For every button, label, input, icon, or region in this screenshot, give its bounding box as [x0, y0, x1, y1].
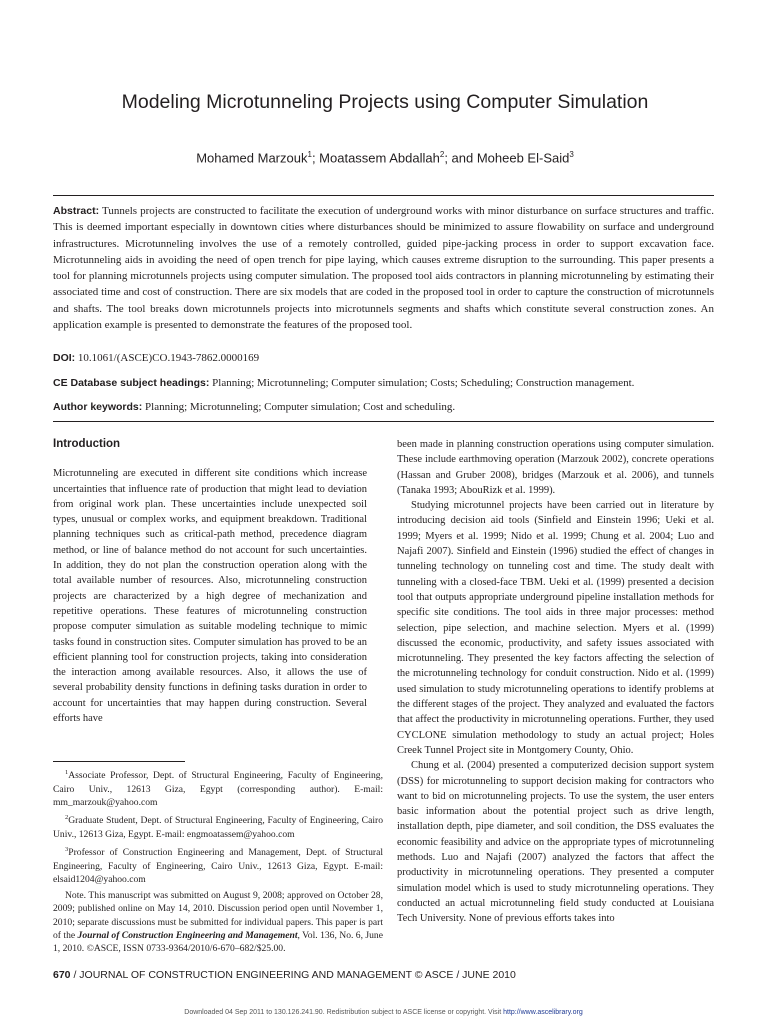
author-1-affil: 1: [307, 150, 312, 159]
download-text: Downloaded 04 Sep 2011 to 130.126.241.90. Redistribution subject to ASCE license or copyright. Visit: [184, 1009, 504, 1016]
kw-label: Author keywords:: [53, 401, 143, 413]
author-keywords: [53, 400, 714, 414]
author-sep: ; and: [444, 150, 477, 166]
footnote-2-text: Graduate Student, Dept. of Structural Engineering, Faculty of Engineering, Cairo Univ., 12613 Giza, Egypt. E-mail: engmoatassem@yahoo.com: [53, 815, 383, 840]
section-heading-introduction: Introduction: [53, 438, 121, 450]
author-sep: ;: [311, 150, 320, 166]
page-number: 670: [53, 969, 71, 981]
footnote-3: [53, 843, 383, 886]
ascelibrary-link[interactable]: http://www.ascelibrary.org: [503, 1009, 583, 1016]
note-journal: Journal of Construction Engineering and Management: [77, 930, 298, 942]
doi-label: DOI:: [53, 352, 76, 364]
note-text-a: Note. This manuscript was submitted on August 9, 2008; approved on October 28, 2009; published online on May 14, 2010. Discussion period open until November 1, 2010; separate discussions must be submitted for individual papers. This paper is part of the: [53, 889, 383, 942]
right-column: [397, 437, 714, 927]
abstract: [53, 203, 714, 333]
right-paragraph-3: Chung et al. (2004) presented a computerized decision support system (DSS) for microtunneling to support decision making for contractors who want to bid on microtunneling projects. To use the system, the user enters basic information about the potential project such as drive length, installation depth, pipe diameter, and soil condition, the DSS evaluates the economic feasibility and advice on the appropriate types of microtunneling methods. Luo and Najafi (2007) analyzed the factors that affect the productivity in microtunneling operations. They presented a computer simulation model which is used to study microtunneling operations. They conducted an actual microtunneling field study conducted at Louisiana Tech University. None of previous efforts takes into: [397, 760, 714, 925]
footnote-1-text: Associate Professor, Dept. of Structural Engineering, Faculty of Engineering, Cairo Univ., 12613 Giza, Egypt (corresponding author). E-mail: mm_marzouk@yahoo.com: [53, 770, 383, 808]
abstract-text: Tunnels projects are constructed to facilitate the execution of underground works with minor disturbance on surface structures and traffic. This is deemed important especially in downtown cities where disturbances should be minimized to assure flowability on surface and underground infrastructures. Microtunneling involves the use of a remotely controlled, guided pipe-jacking process in order to support excavation face. Microtunneling aids in avoiding the need of open trench for pipe laying, which causes extreme disruption to the surrounding. This paper presents a tool for planning microtunnels projects using computer simulation. The proposed tool aids contractors in planning microtunneling by estimating their associated time and cost of construction. There are six models that are coded in the proposed tool in order to capture the construction of microtunnels and shafts. The tool breaks down microtunnels projects into microtunnels segments and shafts which constitute several construction zones. An application example is presented to demonstrate the features of the proposed tool.: [53, 205, 714, 332]
ce-text: Planning; Microtunneling; Computer simulation; Costs; Scheduling; Construction management.: [212, 377, 635, 389]
top-rule: [53, 195, 714, 196]
footnote-2: [53, 811, 383, 841]
download-notice: [53, 1009, 714, 1016]
doi-value[interactable]: 10.1061/(ASCE)CO.1943-7862.0000169: [77, 352, 260, 364]
left-column: [53, 437, 367, 726]
author-1: Mohamed Marzouk: [196, 150, 308, 166]
author-2-affil: 2: [439, 150, 445, 159]
paper-title: Modeling Microtunneling Projects using Computer Simulation: [121, 91, 649, 113]
page-footer: [53, 969, 714, 981]
author-3: Moheeb El-Said: [476, 150, 570, 166]
journal-footer: / JOURNAL OF CONSTRUCTION ENGINEERING AND MANAGEMENT © ASCE / JUNE 2010: [70, 969, 516, 981]
footnote-3-mark: 3: [65, 846, 69, 854]
ce-label: CE Database subject headings:: [53, 377, 210, 389]
footnotes: [53, 766, 383, 958]
ce-headings: [53, 376, 714, 390]
doi-line: [53, 351, 714, 365]
kw-text: Planning; Microtunneling; Computer simulation; Cost and scheduling.: [145, 401, 456, 413]
author-3-affil: 3: [569, 150, 574, 159]
author-2: Moatassem Abdallah: [319, 150, 440, 166]
meta-rule: [53, 421, 714, 422]
footnote-1: [53, 766, 383, 809]
footnote-2-mark: 2: [65, 814, 69, 822]
note-text-b: , Vol. 136, No. 6, June 1, 2010. ©ASCE, ISSN 0733-9364/2010/6-670–682/$25.00.: [53, 930, 383, 955]
right-paragraph-1: been made in planning construction operations using computer simulation. These include earthmoving operation (Marzouk 2002), concrete operations (Hassan and Gruber 2008), bridges (Marzouk et al. 2006), and tunnels (Tanaka 1993; AbouRizk et al. 1999).: [397, 439, 714, 496]
right-paragraph-2: Studying microtunnel projects have been carried out in literature by introducing decision aid tools (Sinfield and Einstein 1996; Ueki et al. 1999; Myers et al. 1999; Nido et al. 1999; Chung et al. 2004; Luo and Najafi 2007). Sinfield and Einstein (1996) studied the effect of changes in tunneling technology on tunneling cost and time. The study dealt with tunneling with a closed-face TBM. Ueki et al. (1999) presented a decision tool that outputs appropriate underground pipeline installation methods for specific site conditions. The tool aids in three major processes: method selection, pipe selection, and machine selection. Myers et al. (1999) discussed the economic, productivity, and safety issues associated with microtunneling. They presented the key factors affecting the selection of the microtunneling technology for conduit construction. Nido et al. (1999) used simulation to study microtunneling operations to identify problems at the different stages of the project. They analyzed and evaluated the factors that affect the productivity in microtunneling operations. Further, they used CYCLONE simulation methodology to study an actual project; Holes Creek Tunnel Project site in Montgomery County, Ohio.: [397, 500, 714, 756]
footnote-rule: [53, 761, 185, 762]
abstract-label: Abstract:: [53, 205, 100, 217]
footnote-note: [53, 889, 383, 956]
footnote-3-text: Professor of Construction Engineering and Management, Dept. of Structural Engineering, Faculty of Engineering, Cairo Univ., 12613 Giza, Egypt. E-mail: elsaid1204@yahoo.com: [53, 847, 383, 886]
author-list: [60, 150, 710, 165]
footnote-1-mark: 1: [65, 769, 69, 776]
intro-paragraph: Microtunneling are executed in different site conditions which increase uncertainties that influence rate of production that might lead to deviation from original work plan. These uncertainties include unexpected soil types, unusual or complex works, and equipment breakdown. Traditional planning techniques such as critical-path method, precedence diagram method, or line of balance method do not account for such uncertainties. In addition, they do not plan the construction operation along with the total available number of resources. Also, microtunneling construction projects are characterized by a high degree of mechanization and repetitive operations. These features of microtunneling construction propose computer simulation as suitable modeling technique to mimic tasks found in construction sites. Computer simulation has proved to be an efficient planning tool for construction projects, taking into consideration the interaction among available resources. Also, it allows the use of several probability density functions in defining tasks duration in order to account for uncertainties that may happen during construction. Several efforts have: [53, 468, 367, 725]
